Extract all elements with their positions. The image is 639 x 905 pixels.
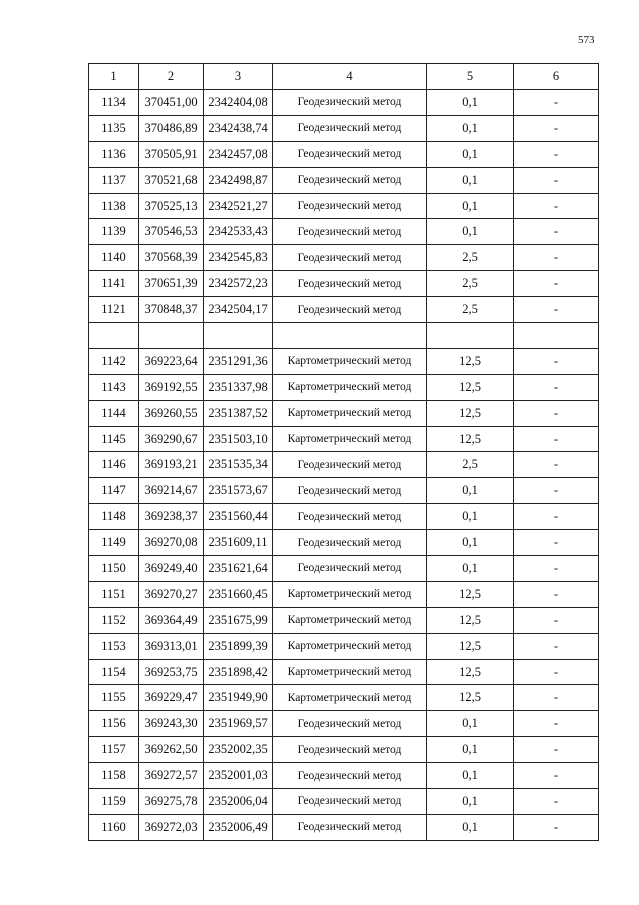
cell-note: - bbox=[514, 452, 599, 478]
cell-note: - bbox=[514, 530, 599, 556]
page-number: 573 bbox=[578, 34, 595, 46]
cell-accuracy: 0,1 bbox=[427, 789, 514, 815]
cell-point-number: 1153 bbox=[89, 633, 139, 659]
table-header bbox=[89, 64, 599, 90]
cell-method: Картометрический метод bbox=[273, 348, 427, 374]
table-row bbox=[89, 814, 599, 840]
table-row bbox=[89, 581, 599, 607]
cell-accuracy: 12,5 bbox=[427, 374, 514, 400]
table-row bbox=[89, 297, 599, 323]
cell-y-coordinate: 2351291,36 bbox=[204, 348, 273, 374]
table-row bbox=[89, 400, 599, 426]
table-row bbox=[89, 452, 599, 478]
cell-x-coordinate: 369260,55 bbox=[139, 400, 204, 426]
table-row bbox=[89, 426, 599, 452]
cell-y-coordinate: 2342521,27 bbox=[204, 193, 273, 219]
cell-point-number: 1158 bbox=[89, 763, 139, 789]
cell-x-coordinate bbox=[139, 323, 204, 349]
cell-note: - bbox=[514, 219, 599, 245]
cell-point-number: 1142 bbox=[89, 348, 139, 374]
table-row bbox=[89, 323, 599, 349]
cell-y-coordinate: 2351949,90 bbox=[204, 685, 273, 711]
cell-method: Геодезический метод bbox=[273, 504, 427, 530]
header-col-5: 5 bbox=[427, 64, 514, 90]
cell-note: - bbox=[514, 426, 599, 452]
cell-accuracy: 2,5 bbox=[427, 271, 514, 297]
table-row bbox=[89, 737, 599, 763]
table-row bbox=[89, 504, 599, 530]
cell-x-coordinate: 370525,13 bbox=[139, 193, 204, 219]
cell-x-coordinate: 369214,67 bbox=[139, 478, 204, 504]
cell-x-coordinate: 370486,89 bbox=[139, 115, 204, 141]
cell-x-coordinate: 369313,01 bbox=[139, 633, 204, 659]
cell-accuracy: 2,5 bbox=[427, 245, 514, 271]
cell-point-number: 1157 bbox=[89, 737, 139, 763]
cell-x-coordinate: 369270,08 bbox=[139, 530, 204, 556]
cell-accuracy: 0,1 bbox=[427, 167, 514, 193]
cell-point-number: 1138 bbox=[89, 193, 139, 219]
cell-accuracy: 0,1 bbox=[427, 219, 514, 245]
cell-point-number: 1150 bbox=[89, 556, 139, 582]
cell-x-coordinate: 370848,37 bbox=[139, 297, 204, 323]
cell-y-coordinate: 2342504,17 bbox=[204, 297, 273, 323]
header-col-4: 4 bbox=[273, 64, 427, 90]
table-row bbox=[89, 556, 599, 582]
cell-method: Геодезический метод bbox=[273, 297, 427, 323]
cell-x-coordinate: 370451,00 bbox=[139, 90, 204, 116]
table-row bbox=[89, 115, 599, 141]
cell-y-coordinate: 2351337,98 bbox=[204, 374, 273, 400]
cell-accuracy: 2,5 bbox=[427, 297, 514, 323]
cell-method: Картометрический метод bbox=[273, 426, 427, 452]
cell-x-coordinate: 370651,39 bbox=[139, 271, 204, 297]
cell-point-number: 1141 bbox=[89, 271, 139, 297]
cell-x-coordinate: 369275,78 bbox=[139, 789, 204, 815]
cell-accuracy: 0,1 bbox=[427, 737, 514, 763]
cell-method: Геодезический метод bbox=[273, 530, 427, 556]
header-col-6: 6 bbox=[514, 64, 599, 90]
cell-note: - bbox=[514, 789, 599, 815]
cell-point-number: 1156 bbox=[89, 711, 139, 737]
cell-y-coordinate: 2351609,11 bbox=[204, 530, 273, 556]
cell-x-coordinate: 369253,75 bbox=[139, 659, 204, 685]
cell-y-coordinate: 2342533,43 bbox=[204, 219, 273, 245]
cell-x-coordinate: 370505,91 bbox=[139, 141, 204, 167]
cell-accuracy: 0,1 bbox=[427, 193, 514, 219]
cell-y-coordinate: 2351898,42 bbox=[204, 659, 273, 685]
cell-note: - bbox=[514, 607, 599, 633]
cell-y-coordinate: 2351535,34 bbox=[204, 452, 273, 478]
cell-y-coordinate: 2342545,83 bbox=[204, 245, 273, 271]
cell-point-number: 1137 bbox=[89, 167, 139, 193]
cell-note: - bbox=[514, 633, 599, 659]
cell-method: Картометрический метод bbox=[273, 374, 427, 400]
cell-y-coordinate: 2342498,87 bbox=[204, 167, 273, 193]
cell-note: - bbox=[514, 90, 599, 116]
cell-method: Геодезический метод bbox=[273, 271, 427, 297]
cell-y-coordinate: 2342404,08 bbox=[204, 90, 273, 116]
cell-y-coordinate: 2351560,44 bbox=[204, 504, 273, 530]
cell-note: - bbox=[514, 167, 599, 193]
cell-point-number: 1148 bbox=[89, 504, 139, 530]
cell-x-coordinate: 369223,64 bbox=[139, 348, 204, 374]
cell-y-coordinate: 2352002,35 bbox=[204, 737, 273, 763]
cell-x-coordinate: 369243,30 bbox=[139, 711, 204, 737]
cell-note: - bbox=[514, 374, 599, 400]
header-col-2: 2 bbox=[139, 64, 204, 90]
table-row bbox=[89, 90, 599, 116]
table-row bbox=[89, 348, 599, 374]
cell-note: - bbox=[514, 581, 599, 607]
cell-point-number: 1136 bbox=[89, 141, 139, 167]
cell-accuracy: 0,1 bbox=[427, 504, 514, 530]
cell-note: - bbox=[514, 400, 599, 426]
cell-x-coordinate: 370568,39 bbox=[139, 245, 204, 271]
cell-note: - bbox=[514, 814, 599, 840]
cell-accuracy: 12,5 bbox=[427, 581, 514, 607]
table-row bbox=[89, 607, 599, 633]
cell-method: Геодезический метод bbox=[273, 115, 427, 141]
table-row bbox=[89, 193, 599, 219]
cell-accuracy: 2,5 bbox=[427, 452, 514, 478]
cell-method: Картометрический метод bbox=[273, 685, 427, 711]
cell-y-coordinate: 2342438,74 bbox=[204, 115, 273, 141]
cell-note: - bbox=[514, 711, 599, 737]
cell-y-coordinate: 2351969,57 bbox=[204, 711, 273, 737]
cell-y-coordinate: 2351675,99 bbox=[204, 607, 273, 633]
cell-note: - bbox=[514, 245, 599, 271]
cell-y-coordinate bbox=[204, 323, 273, 349]
cell-x-coordinate: 369272,57 bbox=[139, 763, 204, 789]
cell-x-coordinate: 370546,53 bbox=[139, 219, 204, 245]
cell-x-coordinate: 369270,27 bbox=[139, 581, 204, 607]
cell-accuracy: 12,5 bbox=[427, 426, 514, 452]
cell-note: - bbox=[514, 763, 599, 789]
cell-method: Геодезический метод bbox=[273, 193, 427, 219]
cell-point-number: 1135 bbox=[89, 115, 139, 141]
cell-x-coordinate: 369262,50 bbox=[139, 737, 204, 763]
cell-accuracy: 0,1 bbox=[427, 141, 514, 167]
cell-accuracy: 0,1 bbox=[427, 763, 514, 789]
cell-method: Геодезический метод bbox=[273, 141, 427, 167]
cell-method: Геодезический метод bbox=[273, 167, 427, 193]
cell-accuracy: 0,1 bbox=[427, 478, 514, 504]
cell-y-coordinate: 2342457,08 bbox=[204, 141, 273, 167]
cell-note: - bbox=[514, 348, 599, 374]
cell-note bbox=[514, 323, 599, 349]
cell-method: Картометрический метод bbox=[273, 659, 427, 685]
cell-y-coordinate: 2352001,03 bbox=[204, 763, 273, 789]
cell-note: - bbox=[514, 115, 599, 141]
cell-point-number bbox=[89, 323, 139, 349]
cell-accuracy: 0,1 bbox=[427, 556, 514, 582]
table-row bbox=[89, 141, 599, 167]
cell-point-number: 1144 bbox=[89, 400, 139, 426]
cell-x-coordinate: 369249,40 bbox=[139, 556, 204, 582]
table-row bbox=[89, 633, 599, 659]
cell-accuracy bbox=[427, 323, 514, 349]
cell-accuracy: 0,1 bbox=[427, 90, 514, 116]
cell-method: Картометрический метод bbox=[273, 400, 427, 426]
cell-accuracy: 0,1 bbox=[427, 115, 514, 141]
cell-point-number: 1146 bbox=[89, 452, 139, 478]
header-col-3: 3 bbox=[204, 64, 273, 90]
cell-accuracy: 12,5 bbox=[427, 607, 514, 633]
cell-y-coordinate: 2352006,49 bbox=[204, 814, 273, 840]
cell-accuracy: 12,5 bbox=[427, 348, 514, 374]
table-row bbox=[89, 167, 599, 193]
cell-note: - bbox=[514, 193, 599, 219]
cell-accuracy: 0,1 bbox=[427, 711, 514, 737]
table-body bbox=[89, 90, 599, 841]
cell-method: Геодезический метод bbox=[273, 452, 427, 478]
cell-note: - bbox=[514, 297, 599, 323]
cell-point-number: 1143 bbox=[89, 374, 139, 400]
cell-point-number: 1152 bbox=[89, 607, 139, 633]
cell-point-number: 1155 bbox=[89, 685, 139, 711]
table-row bbox=[89, 245, 599, 271]
cell-y-coordinate: 2351573,67 bbox=[204, 478, 273, 504]
cell-method: Картометрический метод bbox=[273, 633, 427, 659]
table-row bbox=[89, 789, 599, 815]
cell-method: Геодезический метод bbox=[273, 478, 427, 504]
cell-method: Геодезический метод bbox=[273, 711, 427, 737]
cell-x-coordinate: 369290,67 bbox=[139, 426, 204, 452]
cell-method: Картометрический метод bbox=[273, 581, 427, 607]
header-row bbox=[89, 64, 599, 90]
cell-point-number: 1121 bbox=[89, 297, 139, 323]
cell-x-coordinate: 369238,37 bbox=[139, 504, 204, 530]
cell-method: Геодезический метод bbox=[273, 814, 427, 840]
cell-method: Геодезический метод bbox=[273, 556, 427, 582]
table-row bbox=[89, 763, 599, 789]
cell-point-number: 1140 bbox=[89, 245, 139, 271]
table-row bbox=[89, 478, 599, 504]
cell-point-number: 1139 bbox=[89, 219, 139, 245]
cell-y-coordinate: 2351899,39 bbox=[204, 633, 273, 659]
table-row bbox=[89, 530, 599, 556]
table-row bbox=[89, 271, 599, 297]
cell-point-number: 1147 bbox=[89, 478, 139, 504]
cell-method: Геодезический метод bbox=[273, 763, 427, 789]
cell-y-coordinate: 2351621,64 bbox=[204, 556, 273, 582]
table-row bbox=[89, 659, 599, 685]
cell-x-coordinate: 369364,49 bbox=[139, 607, 204, 633]
cell-note: - bbox=[514, 271, 599, 297]
cell-method bbox=[273, 323, 427, 349]
header-col-1: 1 bbox=[89, 64, 139, 90]
cell-method: Геодезический метод bbox=[273, 219, 427, 245]
cell-accuracy: 0,1 bbox=[427, 530, 514, 556]
cell-accuracy: 12,5 bbox=[427, 685, 514, 711]
cell-point-number: 1145 bbox=[89, 426, 139, 452]
cell-accuracy: 12,5 bbox=[427, 659, 514, 685]
table-row bbox=[89, 219, 599, 245]
cell-accuracy: 12,5 bbox=[427, 633, 514, 659]
cell-x-coordinate: 369229,47 bbox=[139, 685, 204, 711]
cell-y-coordinate: 2352006,04 bbox=[204, 789, 273, 815]
coordinates-table bbox=[88, 63, 599, 841]
table-row bbox=[89, 711, 599, 737]
cell-method: Геодезический метод bbox=[273, 245, 427, 271]
cell-x-coordinate: 369192,55 bbox=[139, 374, 204, 400]
cell-point-number: 1154 bbox=[89, 659, 139, 685]
cell-note: - bbox=[514, 504, 599, 530]
cell-note: - bbox=[514, 685, 599, 711]
cell-method: Геодезический метод bbox=[273, 90, 427, 116]
cell-note: - bbox=[514, 556, 599, 582]
cell-note: - bbox=[514, 737, 599, 763]
cell-accuracy: 12,5 bbox=[427, 400, 514, 426]
cell-x-coordinate: 369193,21 bbox=[139, 452, 204, 478]
cell-y-coordinate: 2351503,10 bbox=[204, 426, 273, 452]
cell-method: Геодезический метод bbox=[273, 737, 427, 763]
cell-y-coordinate: 2342572,23 bbox=[204, 271, 273, 297]
cell-method: Картометрический метод bbox=[273, 607, 427, 633]
cell-note: - bbox=[514, 478, 599, 504]
table-row bbox=[89, 374, 599, 400]
cell-point-number: 1149 bbox=[89, 530, 139, 556]
cell-y-coordinate: 2351660,45 bbox=[204, 581, 273, 607]
cell-y-coordinate: 2351387,52 bbox=[204, 400, 273, 426]
cell-method: Геодезический метод bbox=[273, 789, 427, 815]
cell-point-number: 1134 bbox=[89, 90, 139, 116]
cell-point-number: 1159 bbox=[89, 789, 139, 815]
cell-point-number: 1160 bbox=[89, 814, 139, 840]
cell-point-number: 1151 bbox=[89, 581, 139, 607]
cell-note: - bbox=[514, 659, 599, 685]
cell-x-coordinate: 369272,03 bbox=[139, 814, 204, 840]
table-row bbox=[89, 685, 599, 711]
cell-accuracy: 0,1 bbox=[427, 814, 514, 840]
cell-x-coordinate: 370521,68 bbox=[139, 167, 204, 193]
cell-note: - bbox=[514, 141, 599, 167]
